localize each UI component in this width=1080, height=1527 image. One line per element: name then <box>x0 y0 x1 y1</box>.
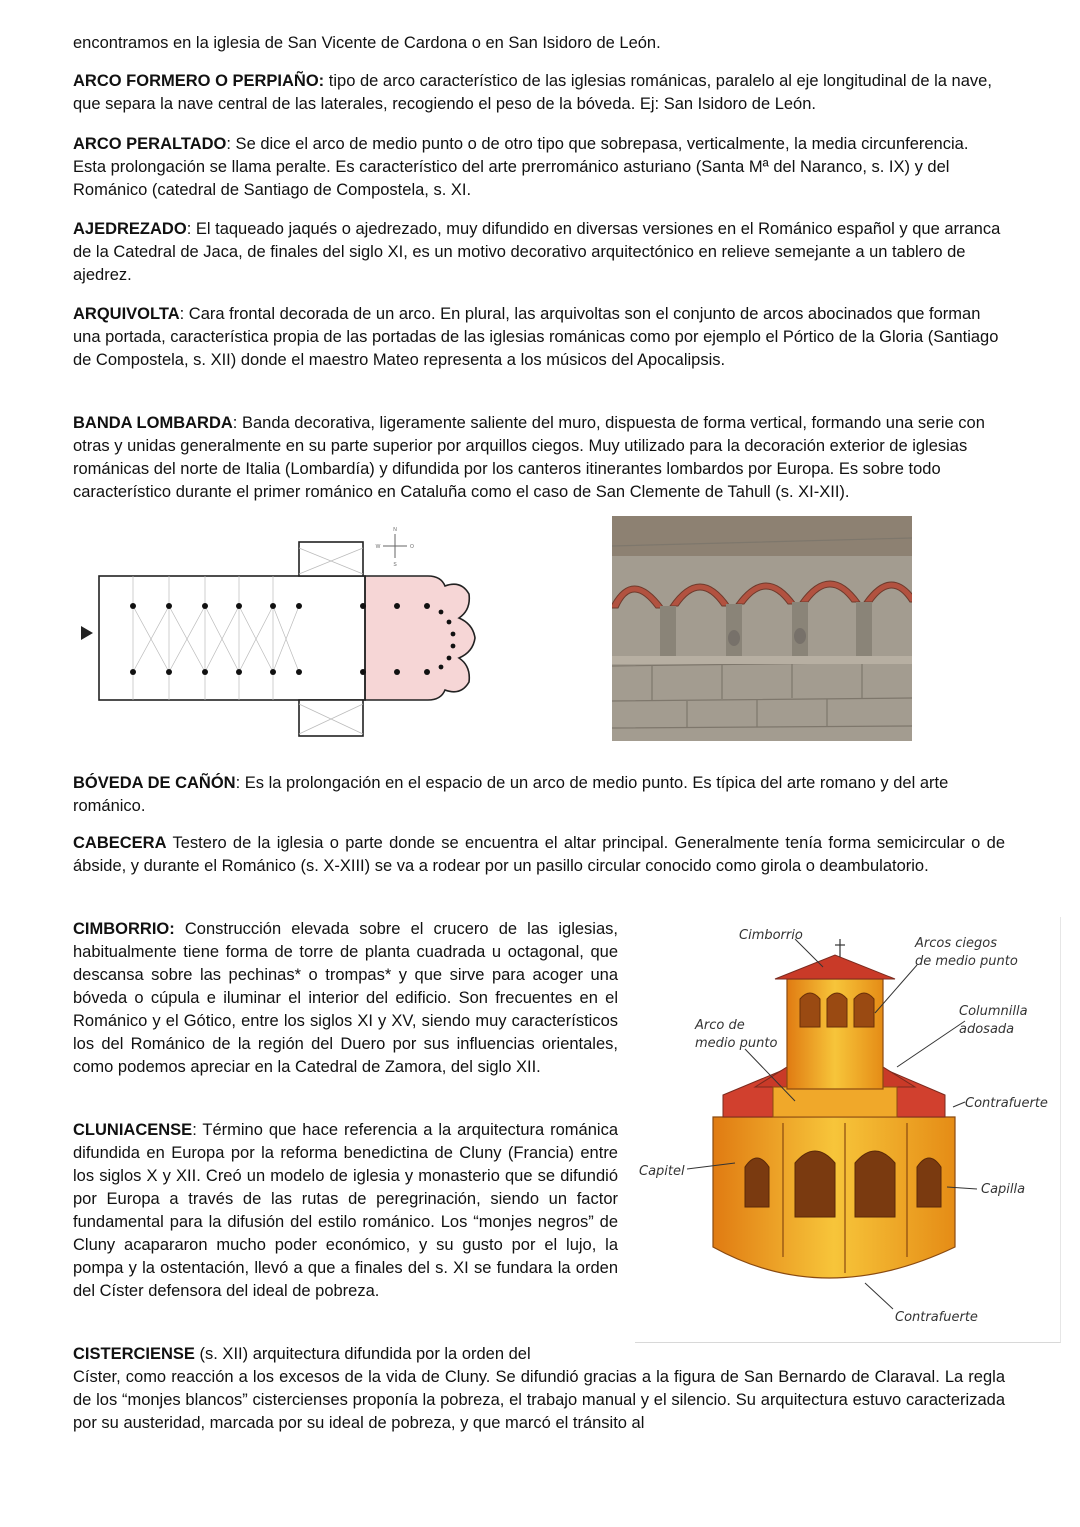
entrance-arrow-icon <box>81 626 93 640</box>
nave-outline <box>99 576 365 700</box>
term-boveda-canon: BÓVEDA DE CAÑÓN <box>73 774 236 792</box>
entry-arco-formero <box>73 70 1005 116</box>
label-arcos-ciegos-1: Arcos ciegos <box>915 936 997 951</box>
apse-diagram <box>635 917 1060 1342</box>
def-arquivolta: : Cara frontal decorada de un arco. En plural, las arquivoltas son el conjunto de arcos abocinados que forman una portada, característica propia de las portadas de las iglesias románicas como por ejemplo el Pórtico de la Gloria (Santiago de Compostela, s. XII) donde el maestro Mateo representa a los músicos del Apocalipsis. <box>73 305 999 369</box>
def-cimborrio: Construcción elevada sobre el crucero de las iglesias, habitualmente tiene forma de torre de planta cuadrada u octagonal, que descansa sobre las pechinas* o trompas* y que sirve para acoger una bóveda o cúpula e iluminar el interior del edificio. Son frecuentes en el Románico y el Gótico, entre los siglos XI y XV, siendo muy característicos los del Románico de la región del Duero por sus influencias orientales, como podemos apreciar en la Catedral de Zamora, del siglo XII. <box>73 920 618 1076</box>
apse-illustration <box>635 917 1061 1343</box>
entry-cimborrio <box>73 918 618 1079</box>
term-banda-lombarda: BANDA LOMBARDA <box>73 414 233 432</box>
term-arco-formero: ARCO FORMERO O PERPIAÑO: <box>73 72 325 90</box>
entry-ajedrezado <box>73 218 1005 287</box>
term-cisterciense: CISTERCIENSE <box>73 1345 195 1363</box>
intro-text: encontramos en la iglesia de San Vicente de Cardona o en San Isidoro de León. <box>73 34 661 52</box>
compass-w: W <box>375 544 381 550</box>
def-cluniacense: : Término que hace referencia a la arquitectura románica difundida en Europa por la reforma benedictina de Cluny (Francia) entre los siglos X y XII. Creó un modelo de iglesia y monasterio que se difundió por Europa a través de las rutas de peregrinación, siendo un factor fundamental para la difusión del estilo románico. Los “monjes negros” de Cluny acapararon mucho poder económico, y su gusto por el lujo, la pompa y la ostentación, llevó a que a finales del s. XI se fundara la orden del Císter defensora del ideal de pobreza. <box>73 1121 618 1300</box>
lombard-band-image <box>612 516 912 741</box>
def-ajedrezado: : El taqueado jaqués o ajedrezado, muy difundido en diversas versiones en el Románico español y que arranca de la Catedral de Jaca, de finales del siglo XI, es un motivo decorativo arquitectónico en relieve semejante a un tablero de ajedrez. <box>73 220 1001 284</box>
entry-cisterciense-line1 <box>73 1343 618 1366</box>
lombard-band-photo <box>612 516 912 741</box>
label-capilla: Capilla <box>981 1182 1026 1197</box>
term-cimborrio: CIMBORRIO: <box>73 920 175 938</box>
church-floor-plan <box>73 522 518 744</box>
transept-south <box>299 700 363 736</box>
def-arco-peraltado: : Se dice el arco de medio punto o de otro tipo que sobrepasa, verticalmente, la media circunferencia. Esta prolongación se llama peralte. Es característico del arte prerrománico asturiano (Santa Mª del Naranco, s. IX) y del Románico (catedral de Santiago de Compostela, s. XI. <box>73 135 969 199</box>
entry-cisterciense-rest: Císter, como reacción a los excesos de la vida de Cluny. Se difundió gracias a la figura de San Bernardo de Claraval. La regla de los “monjes blancos” cistercienses proponía la pobreza, el trabajo manual y el silencio. Su arquitectura estuvo caracterizada por su austeridad, marcada por su ideal de pobreza, y que marcó el tránsito al <box>73 1368 1005 1432</box>
label-columnilla-1: Columnilla <box>959 1004 1028 1019</box>
compass-s: S <box>393 562 397 568</box>
term-cabecera: CABECERA <box>73 834 167 852</box>
def-cabecera: Testero de la iglesia o parte donde se encuentra el altar principal. Generalmente tenía forma semicircular o de ábside, y durante el Románico (s. X-XIII) se va a rodear por un pasillo circular conocido como girola o deambulatorio. <box>73 834 1005 875</box>
apse-highlight <box>365 576 475 700</box>
label-arco-1: Arco de <box>695 1018 745 1033</box>
label-cimborrio: Cimborrio <box>739 928 803 943</box>
transept-north <box>299 542 363 576</box>
compass-icon <box>376 527 414 568</box>
entry-cluniacense <box>73 1119 618 1303</box>
label-columnilla-2: adosada <box>959 1022 1015 1037</box>
term-ajedrezado: AJEDREZADO <box>73 220 187 238</box>
entry-banda-lombarda <box>73 412 1005 504</box>
entry-arquivolta <box>73 303 1005 372</box>
compass-e: O <box>410 544 414 550</box>
label-capitel: Capitel <box>639 1164 685 1179</box>
label-arcos-ciegos-2: de medio punto <box>915 954 1018 969</box>
def-banda-lombarda: : Banda decorativa, ligeramente saliente del muro, dispuesta de forma vertical, formando una serie con otras y unidas generalmente en su parte superior por arquillos ciegos. Muy utilizado para la decoración exterior de iglesias románicas del norte de Italia (Lombardía) y difundida por los canteros itinerantes lombardos por Europa. Es sobre todo característico durante el primer románico en Cataluña como el caso de San Clemente de Tahull (s. XI-XII). <box>73 414 985 501</box>
term-cluniacense: CLUNIACENSE <box>73 1121 193 1139</box>
def-arco-formero: tipo de arco característico de las iglesias románicas, paralelo al eje longitudinal de la nave, que separa la nave central de las laterales, recogiendo el peso de la bóveda. Ej: San Isidoro de León. <box>73 72 992 113</box>
label-contrafuerte-bottom: Contrafuerte <box>895 1310 978 1325</box>
label-arco-2: medio punto <box>695 1036 778 1051</box>
def-boveda-canon: : Es la prolongación en el espacio de un arco de medio punto. Es típica del arte romano y del arte románico. <box>73 774 949 815</box>
def-cisterciense-start: (s. XII) arquitectura difundida por la orden del <box>194 1345 531 1363</box>
entry-cabecera <box>73 832 1005 878</box>
term-arco-peraltado: ARCO PERALTADO <box>73 135 227 153</box>
entry-arco-peraltado <box>73 133 1005 202</box>
entry-boveda-canon <box>73 772 1005 818</box>
term-arquivolta: ARQUIVOLTA <box>73 305 180 323</box>
compass-n: N <box>393 527 397 533</box>
label-contrafuerte-top: Contrafuerte <box>965 1096 1048 1111</box>
